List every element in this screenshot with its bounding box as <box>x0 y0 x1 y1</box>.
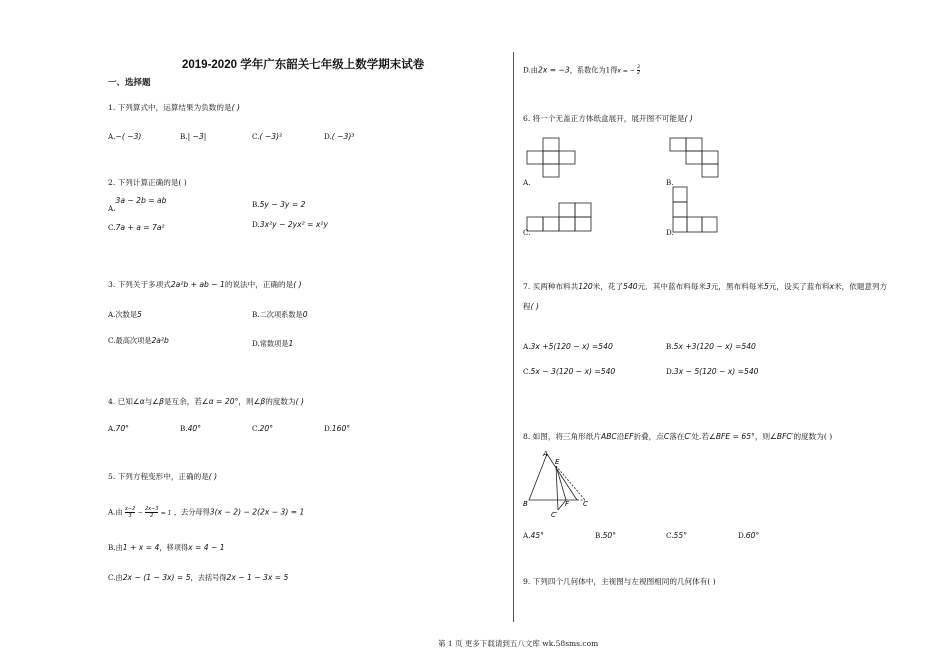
net-label-c: C. <box>523 228 531 237</box>
option-8d: D.60° <box>738 531 760 540</box>
question-5: 5. 下列方程变形中，正确的是( ) <box>108 472 218 481</box>
option-7c: C.5x − 3(120 − x) =540 <box>523 367 616 376</box>
question-stem: 1. 下列算式中，运算结果为负数的是 <box>108 103 232 112</box>
option-7a: A.3x +5(120 − x) =540 <box>523 342 613 351</box>
column-divider <box>513 52 514 622</box>
answer-parentheses: ( ) <box>231 103 240 112</box>
option-4b: B.40° <box>180 424 202 433</box>
question-4: 4. 已知∠α与∠β是互余，若∠α = 20°，则∠β的度数为( ) <box>108 397 304 406</box>
question-7-line2: 程( ) <box>523 302 539 311</box>
option-2d: D.3x²y − 2yx² = x²y <box>252 220 328 229</box>
net-figure-d <box>673 187 723 235</box>
option-1b: B.| −3| <box>180 132 207 141</box>
option-5a: A.由 $\frac{x-2}{3}$ − $\frac{2x-3}{2}$ = 1 ，去分母得3(x − 2) − 2(2x − 3) = 1 <box>108 506 305 519</box>
option-5c: C.由2x − (1 − 3x) = 5，去括号得2x − 1 − 3x = 5 <box>108 573 289 582</box>
question-3: 3. 下列关于多项式2a²b + ab − 1的说法中，正确的是( ) <box>108 280 302 289</box>
option-2b: B.5y − 3y = 2 <box>252 200 306 209</box>
option-4c: C.20° <box>252 424 273 433</box>
page-footer: 第 1 页 更多下载请到五八文库 wk.58sms.com <box>438 639 599 648</box>
net-figure-c <box>527 203 593 233</box>
option-2c: C.7a + a = 7a² <box>108 223 165 232</box>
option-2a: A.3a − 2b = ab <box>108 196 167 213</box>
option-4a: A.70° <box>108 424 129 433</box>
question-8: 8. 如图，将三角形纸片ABC沿EF折叠，点C落在C′处.若∠BFE = 65°，则∠BFC′的度数为( ) <box>523 432 833 441</box>
label-C-prime: C′ <box>551 511 558 519</box>
net-label-a: A. <box>523 178 531 187</box>
option-3c: C.最高次项是2a²b <box>108 336 169 345</box>
net-figure-a <box>527 138 591 178</box>
page-title: 2019-2020 学年广东韶关七年级上数学期末试卷 <box>182 59 425 71</box>
option-4d: D.160° <box>324 424 351 433</box>
net-label-b: B. <box>666 178 674 187</box>
question-2: 2. 下列计算正确的是( ) <box>108 178 187 187</box>
label-F: F <box>565 500 570 508</box>
option-8c: C.55° <box>666 531 687 540</box>
option-5b: B.由1 + x = 4，移项得x = 4 − 1 <box>108 543 225 552</box>
label-C: C <box>583 500 588 508</box>
option-8a: A.45° <box>523 531 544 540</box>
option-3a: A.次数是5 <box>108 310 142 319</box>
label-A: A <box>543 450 548 458</box>
question-6: 6. 将一个无盖正方体纸盒展开，展开图不可能是( ) <box>523 114 693 123</box>
net-figure-b <box>670 138 734 178</box>
option-7d: D.3x − 5(120 − x) =540 <box>666 367 759 376</box>
option-3d: D.常数项是1 <box>252 339 294 348</box>
option-1d: D.( −3)³ <box>324 132 355 141</box>
question-1 <box>108 102 240 113</box>
section-heading: 一、选择题 <box>108 77 151 87</box>
question-9: 9. 下列四个几何体中，主视图与左视图相同的几何体有( ) <box>523 577 716 586</box>
option-3b: B.二次项系数是0 <box>252 310 308 319</box>
option-7b: B.5x +3(120 − x) =540 <box>666 342 756 351</box>
fold-triangle-figure <box>522 450 594 520</box>
option-1c: C.( −3)² <box>252 132 283 141</box>
label-B: B <box>523 500 528 508</box>
option-8b: B.50° <box>595 531 617 540</box>
question-7: 7. 买两种布料共120米，花了540元．其中蓝布料每米3元，黑布料每米5元，设买了蓝布料x米，依题意列方 <box>523 282 888 291</box>
option-5d: D.由2x = −3，系数化为1得x = − $\frac{3}{2}$ <box>523 65 640 76</box>
net-label-d: D. <box>666 228 674 237</box>
option-1a: A.−( −3) <box>108 132 142 141</box>
label-E: E <box>555 458 560 466</box>
